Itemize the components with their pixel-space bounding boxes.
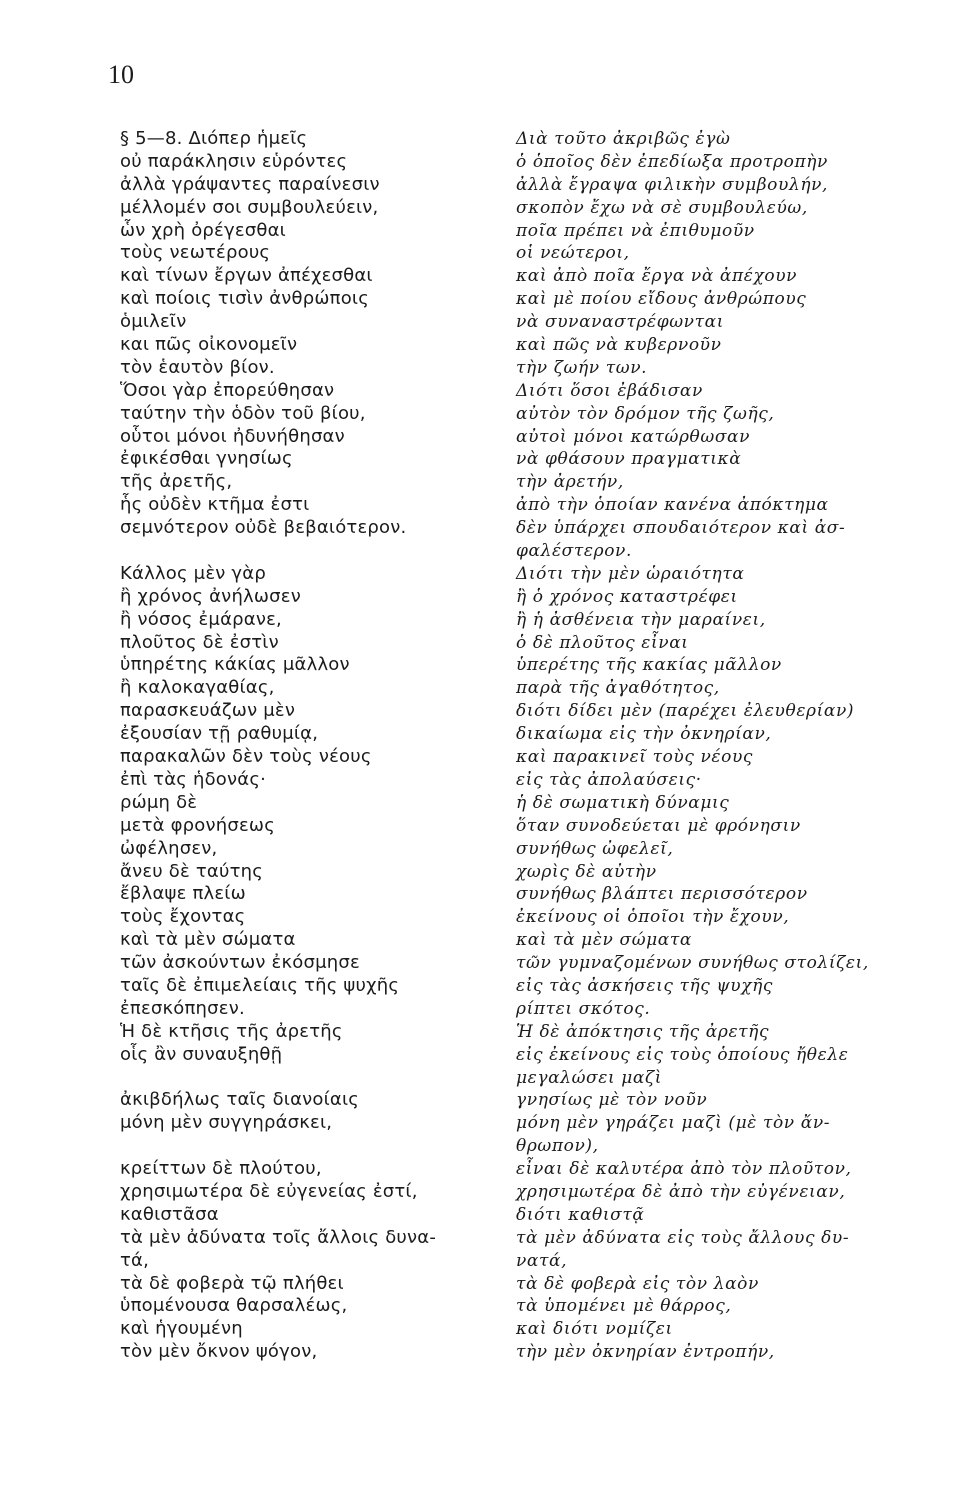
text-line: σκοπὸν ἔχω νὰ σὲ συμβουλεύω, — [516, 197, 808, 218]
text-line: ἀκιβδήλως ταῖς διανοίαις — [120, 1089, 360, 1111]
ancient-greek-column — [120, 128, 500, 1364]
text-line: § 5—8. Διόπερ ἡμεῖς — [120, 128, 308, 149]
text-line: καὶ πῶς νὰ κυβερνοῦν — [516, 335, 722, 356]
text-line: ὅταν συνοδεύεται μὲ φρόνησιν — [516, 815, 801, 836]
text-line: νὰ φθάσουν πραγματικὰ — [516, 449, 742, 470]
text-line: τῆς ἀρετῆς, — [120, 471, 233, 493]
text-line: σεμνότερον οὐδὲ βεβαιότερον. — [120, 517, 407, 539]
text-line: ἐπὶ τὰς ἡδονάς· — [120, 768, 267, 790]
text-line: τοὺς ἔχοντας — [120, 906, 246, 928]
text-line: τά, — [120, 1249, 150, 1271]
text-line: τὴν μὲν ὀκνηρίαν ἐντροπήν, — [516, 1342, 775, 1363]
text-line: ἢ καλοκαγαθίας, — [120, 677, 275, 699]
text-line: ὁ δὲ πλοῦτος εἶναι — [516, 632, 689, 653]
text-line: παρὰ τῆς ἀγαθότητος, — [516, 678, 720, 699]
modern-greek-translation-column — [516, 128, 936, 1364]
text-line: μόνη μὲν συγγηράσκει, — [120, 1112, 333, 1134]
text-line: Ἡ δὲ ἀπόκτησις τῆς ἀρετῆς — [516, 1021, 770, 1042]
text-line: ὧν χρὴ ὀρέγεσθαι — [120, 219, 286, 241]
text-line: οὐ παράκλησιν εὑρόντες — [120, 150, 348, 172]
text-line: ποῖα πρέπει νὰ ἐπιθυμοῦν — [516, 220, 755, 241]
text-line: ἀπὸ τὴν ὁποίαν κανένα ἀπόκτημα — [516, 495, 829, 516]
text-line: μεγαλώσει μαζὶ — [516, 1067, 663, 1088]
text-line: ταύτην τὴν ὁδὸν τοῦ βίου, — [120, 402, 366, 424]
text-line: ἡ δὲ σωματικὴ δύναμις — [516, 792, 730, 813]
text-line: ἔβλαψε πλείω — [120, 883, 246, 905]
text-line: ἢ ὁ χρόνος καταστρέφει — [516, 586, 738, 607]
text-line: τῶν γυμναζομένων συνήθως στολίζει, — [516, 953, 869, 974]
text-line: Ὅσοι γὰρ ἐπορεύθησαν — [120, 379, 335, 401]
text-line: ὠφέλησεν, — [120, 837, 218, 859]
text-line: ἢ ἡ ἀσθένεια τὴν μαραίνει, — [516, 609, 766, 630]
text-line: διότι δίδει μὲν (παρέχει ἐλευθερίαν) — [516, 701, 855, 722]
text-line: τὴν ἀρετήν, — [516, 472, 624, 493]
text-line: ρώμη δὲ — [120, 791, 198, 813]
text-line: συνήθως ὠφελεῖ, — [516, 838, 674, 859]
text-line: συνήθως βλάπτει περισσότερον — [516, 884, 808, 905]
text-line: παρασκευάζων μὲν — [120, 700, 296, 722]
text-line: ὑπερέτης τῆς κακίας μᾶλλον — [516, 655, 782, 676]
text-line: και πῶς οἰκονομεῖν — [120, 334, 298, 356]
text-line — [120, 540, 500, 563]
text-line: οἱ νεώτεροι, — [516, 243, 630, 264]
text-line: πλοῦτος δὲ ἐστὶν — [120, 631, 279, 653]
text-line: οἷς ἂν συναυξηθῇ — [120, 1043, 283, 1065]
text-line: ὁ ὁποῖος δὲν ἐπεδίωξα προτροπὴν — [516, 151, 828, 172]
text-line: Διὰ τοῦτο ἀκριβῶς ἐγὼ — [516, 129, 731, 149]
text-line: ἄνευ δὲ ταύτης — [120, 860, 263, 882]
text-line: τὰ μὲν ἀδύνατα τοῖς ἄλλοις δυνα- — [120, 1226, 437, 1248]
text-line: ἐπεσκόπησεν. — [120, 997, 245, 1019]
text-line: ταῖς δὲ ἐπιμελείαις τῆς ψυχῆς — [120, 974, 400, 996]
text-line: τὰ δὲ φοβερὰ εἰς τὸν λαὸν — [516, 1273, 759, 1294]
text-line: ἐκείνους οἱ ὁποῖοι τὴν ἔχουν, — [516, 907, 790, 928]
text-line: εἰς τὰς ἀπολαύσεις· — [516, 769, 702, 790]
text-line: μόνη μὲν γηράζει μαζὶ (μὲ τὸν ἄν- — [516, 1113, 831, 1134]
text-line: τοὺς νεωτέρους — [120, 242, 271, 264]
text-line: δὲν ὑπάρχει σπουδαιότερον καὶ ἀσ- — [516, 518, 846, 539]
text-line: θρωπον), — [516, 1136, 599, 1157]
text-line: καὶ ἀπὸ ποῖα ἔργα νὰ ἀπέχουν — [516, 266, 798, 287]
text-line: καὶ τὰ μὲν σώματα — [120, 929, 296, 951]
text-line: χωρὶς δὲ αὐτὴν — [516, 861, 657, 882]
text-line: καὶ παρακινεῖ τοὺς νέους — [516, 747, 754, 768]
text-line: νατά, — [516, 1250, 568, 1271]
text-line: καὶ ἡγουμένη — [120, 1318, 243, 1340]
text-line — [120, 1135, 500, 1158]
text-line: ἐξουσίαν τῇ ραθυμίᾳ, — [120, 723, 319, 745]
text-line: καὶ ποίοις τισὶν ἀνθρώποις — [120, 288, 369, 310]
text-line: καὶ μὲ ποίου εἴδους ἀνθρώπους — [516, 289, 807, 310]
text-line: κρείττων δὲ πλούτου, — [120, 1158, 322, 1180]
text-line: μετὰ φρονήσεως — [120, 814, 275, 836]
text-line: ἧς οὐδὲν κτῆμα ἐστι — [120, 494, 310, 516]
text-line: ὁμιλεῖν — [120, 311, 187, 333]
text-line: αὐτὸν τὸν δρόμον τῆς ζωῆς, — [516, 403, 775, 424]
text-line: ἐφικέσθαι γνησίως — [120, 448, 293, 470]
text-line: ρίπτει σκότος. — [516, 998, 651, 1019]
text-line: αὐτοὶ μόνοι κατώρθωσαν — [516, 426, 751, 447]
text-line: ἢ χρόνος ἀνήλωσεν — [120, 585, 301, 607]
text-line: καὶ τὰ μὲν σώματα — [516, 930, 692, 951]
text-line: νὰ συναναστρέφωνται — [516, 312, 724, 333]
text-line: ἀλλὰ ἔγραψα φιλικὴν συμβουλήν, — [516, 174, 829, 195]
text-line: εἶναι δὲ καλυτέρα ἀπὸ τὸν πλοῦτον, — [516, 1159, 852, 1180]
text-line: Ἡ δὲ κτῆσις τῆς ἀρετῆς — [120, 1020, 343, 1042]
text-line: καθιστᾶσα — [120, 1203, 219, 1225]
text-line: καὶ διότι νομίζει — [516, 1319, 673, 1340]
text-line — [120, 1067, 500, 1090]
text-line: μέλλομέν σοι συμβουλεύειν, — [120, 196, 379, 218]
text-line: εἰς τὰς ἀσκήσεις τῆς ψυχῆς — [516, 975, 774, 996]
text-line: τὰ δὲ φοβερὰ τῷ πλήθει — [120, 1272, 344, 1294]
text-line: χρησιμωτέρα δὲ ἀπὸ τὴν εὐγένειαν, — [516, 1181, 846, 1202]
text-line: γνησίως μὲ τὸν νοῦν — [516, 1090, 708, 1111]
text-line: οὗτοι μόνοι ἠδυνήθησαν — [120, 425, 345, 447]
text-line: τὰ μὲν ἀδύνατα εἰς τοὺς ἄλλους δυ- — [516, 1227, 850, 1248]
text-line: ὑπηρέτης κάκίας μᾶλλον — [120, 654, 350, 676]
text-line: τὰ ὑπομένει μὲ θάρρος, — [516, 1296, 732, 1317]
text-line: τὴν ζωήν των. — [516, 357, 648, 378]
text-line: τὸν ἑαυτὸν βίον. — [120, 356, 275, 378]
text-line: Διότι ὅσοι ἐβάδισαν — [516, 380, 703, 401]
text-line: ἀλλὰ γράψαντες παραίνεσιν — [120, 173, 380, 195]
text-line: τῶν ἀσκούντων ἐκόσμησε — [120, 952, 360, 974]
text-line: τὸν μὲν ὄκνον ψόγον, — [120, 1341, 318, 1363]
page-number: 10 — [108, 60, 134, 89]
text-line: εἰς ἐκείνους εἰς τοὺς ὁποίους ἤθελε — [516, 1044, 849, 1065]
text-line: ὑπομένουσα θαρσαλέως, — [120, 1295, 348, 1317]
text-line: Κάλλος μὲν γὰρ — [120, 562, 266, 584]
text-line: χρησιμωτέρα δὲ εὐγενείας ἐστί, — [120, 1180, 418, 1202]
text-line: παρακαλῶν δὲν τοὺς νέους — [120, 746, 372, 768]
text-line: φαλέστερον. — [516, 541, 632, 562]
text-line: ἢ νόσος ἐμάρανε, — [120, 608, 282, 630]
text-line: Διότι τὴν μὲν ὡραιότητα — [516, 563, 745, 584]
text-line: διότι καθιστᾷ — [516, 1204, 645, 1225]
text-line: καὶ τίνων ἔργων ἀπέχεσθαι — [120, 265, 373, 287]
text-line: δικαίωμα εἰς τὴν ὀκνηρίαν, — [516, 724, 772, 745]
